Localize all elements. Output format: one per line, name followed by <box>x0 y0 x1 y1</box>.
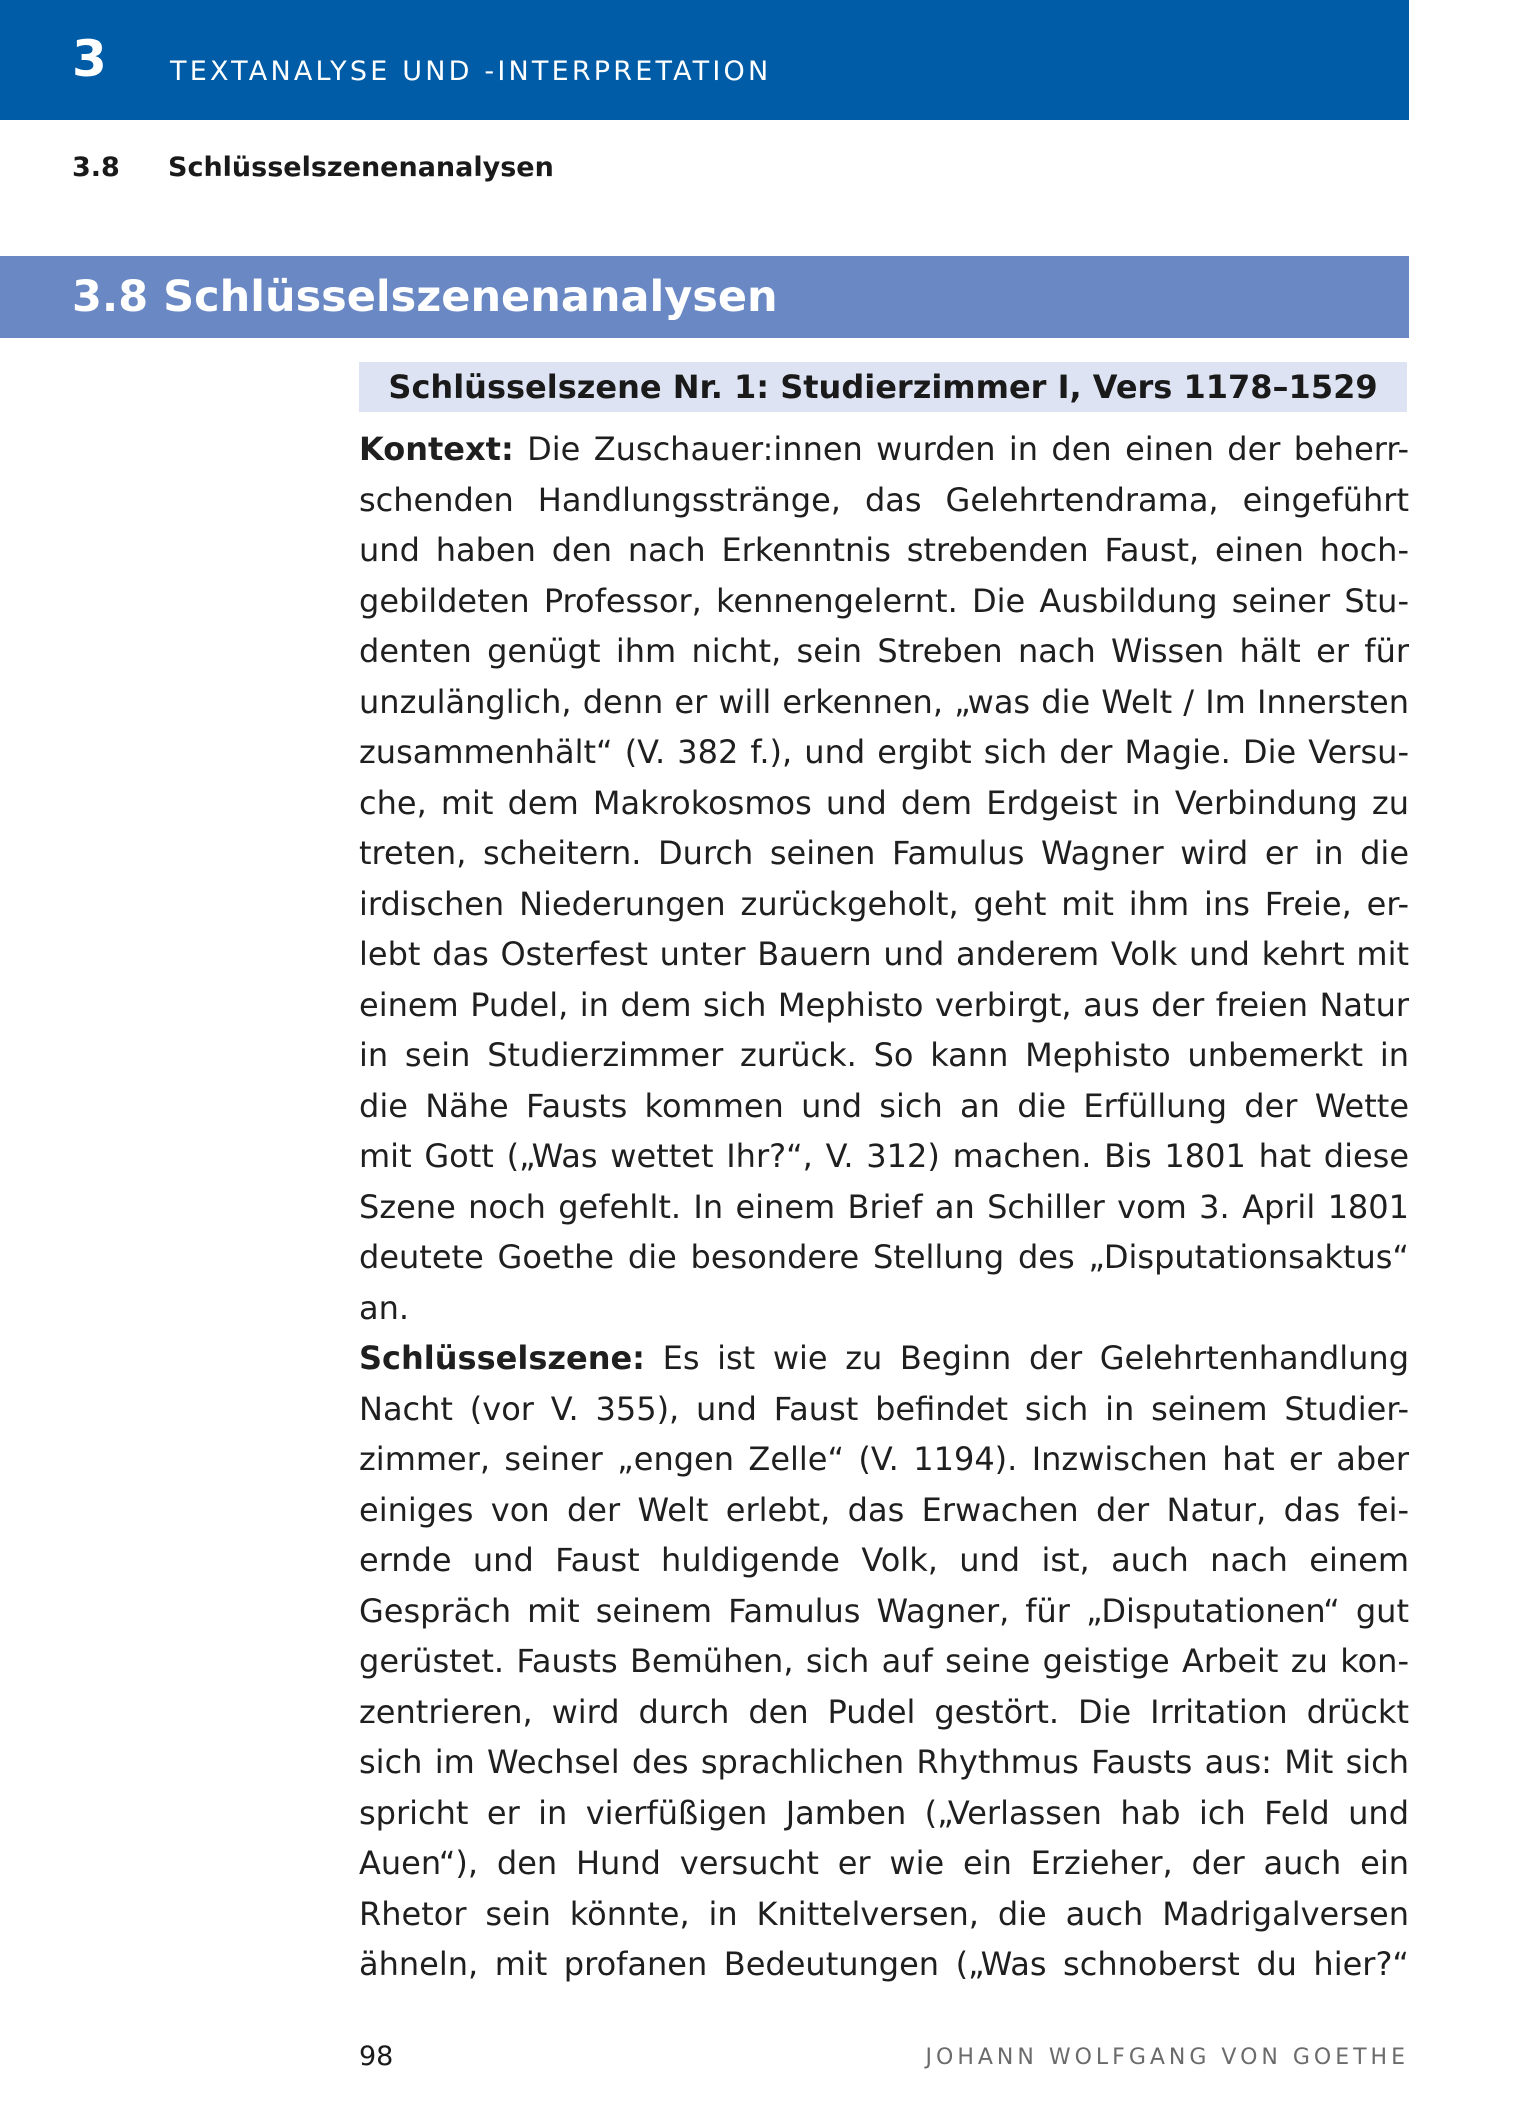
text-line: ähneln, mit profanen Bedeutungen („Was schnoberst du hier?“ <box>359 1945 1409 1983</box>
text-line: Nacht (vor V. 355), und Faust befindet sich in seinem Studier- <box>359 1389 1409 1428</box>
text-line: lebt das Osterfest unter Bauern und anderem Volk und kehrt mit <box>359 935 1409 973</box>
text-line: ernde und Faust huldigende Volk, und ist, auch nach einem <box>359 1541 1409 1579</box>
text-line: treten, scheitern. Durch seinen Famulus Wagner wird er in die <box>359 834 1409 872</box>
text-line: mit Gott („Was wettet Ihr?“, V. 312) machen. Bis 1801 hat diese <box>359 1137 1409 1175</box>
text-line: Szene noch gefehlt. In einem Brief an Schiller vom 3. April 1801 <box>359 1187 1409 1226</box>
text-line: denten genügt ihm nicht, sein Streben nach Wissen hält er für <box>359 632 1409 670</box>
scene-title-box <box>359 362 1407 412</box>
text-line: sich im Wechsel des sprachlichen Rhythmus Fausts aus: Mit sich <box>359 1743 1409 1781</box>
text-line: Gespräch mit seinem Famulus Wagner, für „Disputationen“ gut <box>359 1591 1409 1630</box>
running-head-title: Schlüsselszenenanalysen <box>168 152 554 183</box>
body-text <box>359 424 1409 1990</box>
schluesselszene-label: Schlüsselszene: <box>359 1339 645 1377</box>
text-line: zusammenhält“ (V. 382 f.), und ergibt sich der Magie. Die Versu- <box>359 733 1409 771</box>
footer-author: JOHANN WOLFGANG VON GOETHE <box>925 2045 1409 2070</box>
text-line: spricht er in vierfüßigen Jamben („Verlassen hab ich Feld und <box>359 1793 1409 1832</box>
text-line: die Nähe Fausts kommen und sich an die Erfüllung der Wette <box>359 1086 1409 1125</box>
text-line: gebildeten Professor, kennengelernt. Die Ausbildung seiner Stu- <box>359 581 1409 620</box>
kontext-label: Kontext: <box>359 430 514 468</box>
scene-title: Schlüsselszene Nr. 1: Studierzimmer I, Vers 1178–1529 <box>388 368 1378 406</box>
text-line: unzulänglich, denn er will erkennen, „was die Welt / Im Innersten <box>359 682 1409 721</box>
text-line: an. <box>359 1288 410 1327</box>
section-title: 3.8 Schlüsselszenenanalysen <box>72 272 778 322</box>
text-line: Auen“), den Hund versucht er wie ein Erzieher, der auch ein <box>359 1844 1409 1882</box>
text-line: in sein Studierzimmer zurück. So kann Mephisto unbemerkt in <box>359 1036 1409 1074</box>
section-heading-bar <box>0 256 1409 338</box>
text-line: zimmer, seiner „engen Zelle“ (V. 1194). Inzwischen hat er aber <box>359 1440 1409 1478</box>
page-number: 98 <box>359 2041 394 2072</box>
text-line: und haben den nach Erkenntnis strebenden Faust, einen hoch- <box>359 531 1409 569</box>
text-line <box>359 1333 1409 1384</box>
text-line: deutete Goethe die besondere Stellung des „Disputationsaktus“ <box>359 1238 1409 1276</box>
text-line: irdischen Niederungen zurückgeholt, geht mit ihm ins Freie, er- <box>359 884 1409 923</box>
chapter-number: 3 <box>72 30 107 88</box>
text-line: einiges von der Welt erlebt, das Erwachen der Natur, das fei- <box>359 1490 1409 1529</box>
text-line: schenden Handlungsstränge, das Gelehrtendrama, eingeführt <box>359 480 1409 519</box>
text-line <box>359 424 1409 475</box>
text-line: einem Pudel, in dem sich Mephisto verbirgt, aus der freien Natur <box>359 985 1409 1024</box>
text-line: zentrieren, wird durch den Pudel gestört. Die Irritation drückt <box>359 1692 1409 1731</box>
text-line-content: Die Zuschauer:innen wurden in den einen der beherr- <box>513 430 1409 468</box>
chapter-header-bar <box>0 0 1409 120</box>
text-line: gerüstet. Fausts Bemühen, sich auf seine geistige Arbeit zu kon- <box>359 1642 1409 1680</box>
text-line: Rhetor sein könnte, in Knittelversen, die auch Madrigalversen <box>359 1894 1409 1933</box>
chapter-title: TEXTANALYSE UND -INTERPRETATION <box>170 56 772 87</box>
text-line: che, mit dem Makrokosmos und dem Erdgeist in Verbindung zu <box>359 783 1409 822</box>
running-head-number: 3.8 <box>72 152 120 183</box>
text-line-content: Es ist wie zu Beginn der Gelehrtenhandlung <box>644 1339 1409 1377</box>
